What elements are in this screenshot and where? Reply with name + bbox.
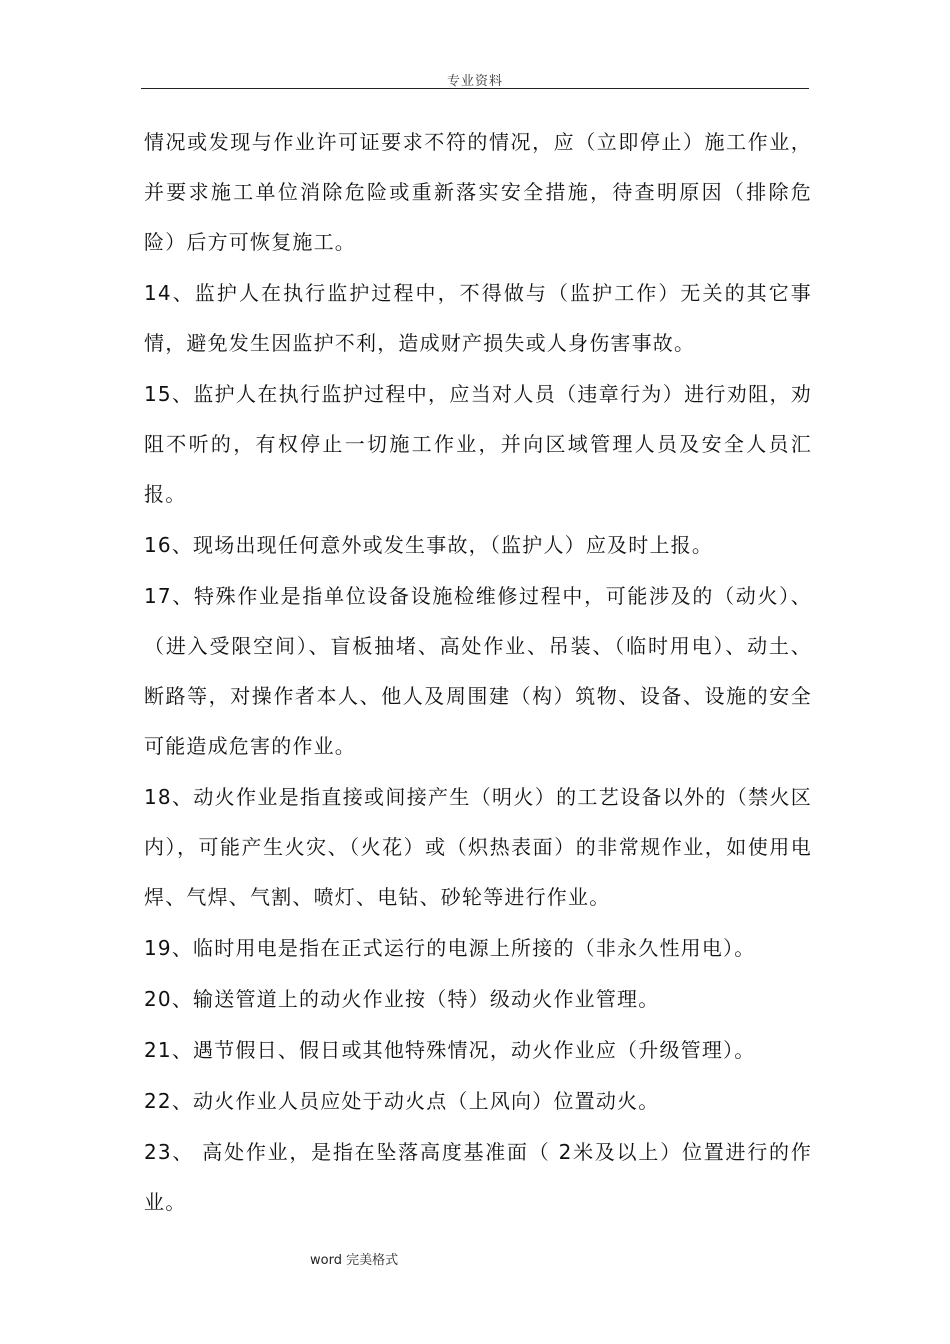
paragraph-21: 21、遇节假日、假日或其他特殊情况，动火作业应（升级管理）。 [144, 1038, 756, 1062]
paragraph-14: 14、监护人在执行监护过程中，不得做与（监护工作）无关的其它事情，避免发生因监护不利，造成财产损失或人身伤害事故。 [144, 281, 812, 355]
paragraph-13-continued: 情况或发现与作业许可证要求不符的情况，应（立即停止）施工作业，并要求施工单位消除危险或重新落实安全措施，待查明原因（排除危险）后方可恢复施工。 [144, 130, 812, 254]
paragraph-22: 22、动火作业人员应处于动火点（上风向）位置动火。 [144, 1089, 660, 1113]
paragraph-16: 16、现场出现任何意外或发生事故，（监护人）应及时上报。 [144, 533, 714, 557]
document-body [144, 117, 812, 1228]
paragraph-23: 23、 高处作业，是指在坠落高度基准面（ 2米及以上）位置进行的作业。 [144, 1140, 812, 1214]
paragraph-17: 17、特殊作业是指单位设备设施检维修过程中，可能涉及的（动火）、（进入受限空间）、盲板抽堵、高处作业、吊装、（临时用电）、动土、断路等，对操作者本人、他人及周围建（构）筑物、设备、设施的安全可能造成危害的作业。 [144, 584, 812, 758]
paragraph-18: 18、动火作业是指直接或间接产生（明火）的工艺设备以外的（禁火区内），可能产生火灾、（火花）或（炽热表面）的非常规作业，如使用电焊、气焊、气割、喷灯、电钻、砂轮等进行作业。 [144, 785, 812, 909]
paragraph-20: 20、输送管道上的动火作业按（特）级动火作业管理。 [144, 987, 660, 1011]
page-header: 专业资料 [446, 74, 503, 89]
paragraph-15: 15、监护人在执行监护过程中，应当对人员（违章行为）进行劝阻，劝阻不听的，有权停止一切施工作业，并向区域管理人员及安全人员汇报。 [144, 382, 812, 506]
page-footer: word 完美格式 [310, 1253, 399, 1268]
paragraph-19: 19、临时用电是指在正式运行的电源上所接的（非永久性用电）。 [144, 936, 756, 960]
header-divider [141, 88, 809, 89]
